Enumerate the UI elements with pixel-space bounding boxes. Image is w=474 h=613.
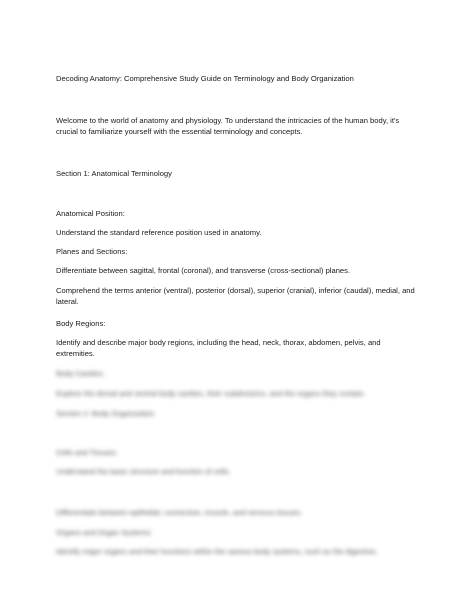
body-regions-text: Identify and describe major body regions, including the head, neck, thorax, abdomen, pelvis, and extremities. (56, 338, 381, 358)
anatomical-position-text: Understand the standard reference position used in anatomy. (56, 228, 262, 237)
section-1-heading: Section 1: Anatomical Terminology (56, 169, 172, 178)
document-title: Decoding Anatomy: Comprehensive Study Guide on Terminology and Body Organization (56, 74, 354, 83)
body-cavities-label: Body Cavities: (56, 369, 105, 378)
anatomical-position-label: Anatomical Position: (56, 209, 125, 218)
organs-text: Identify major organs and their functions within the various body systems, such as the digestive, (56, 547, 378, 556)
directional-terms-text: Comprehend the terms anterior (ventral), posterior (dorsal), superior (cranial), inferior (caudal), medial, and lateral. (56, 286, 415, 306)
planes-text: Differentiate between sagittal, frontal (coronal), and transverse (cross-sectional) planes. (56, 266, 351, 275)
organs-label: Organs and Organ Systems: (56, 528, 153, 537)
intro-paragraph: Welcome to the world of anatomy and physiology. To understand the intricacies of the human body, it's crucial to familiarize yourself with the essential terminology and concepts. (56, 116, 400, 136)
cells-text: Understand the basic structure and function of cells. (56, 467, 231, 476)
cells-tissues-label: Cells and Tissues: (56, 448, 118, 457)
tissues-text: Differentiate between epithelial, connective, muscle, and nervous tissues. (56, 508, 303, 517)
planes-label: Planes and Sections: (56, 247, 128, 256)
body-cavities-text: Explore the dorsal and ventral body cavities, their subdivisions, and the organs they contain. (56, 389, 366, 398)
section-2-heading: Section 2: Body Organization (56, 409, 155, 418)
body-regions-label: Body Regions: (56, 319, 106, 328)
